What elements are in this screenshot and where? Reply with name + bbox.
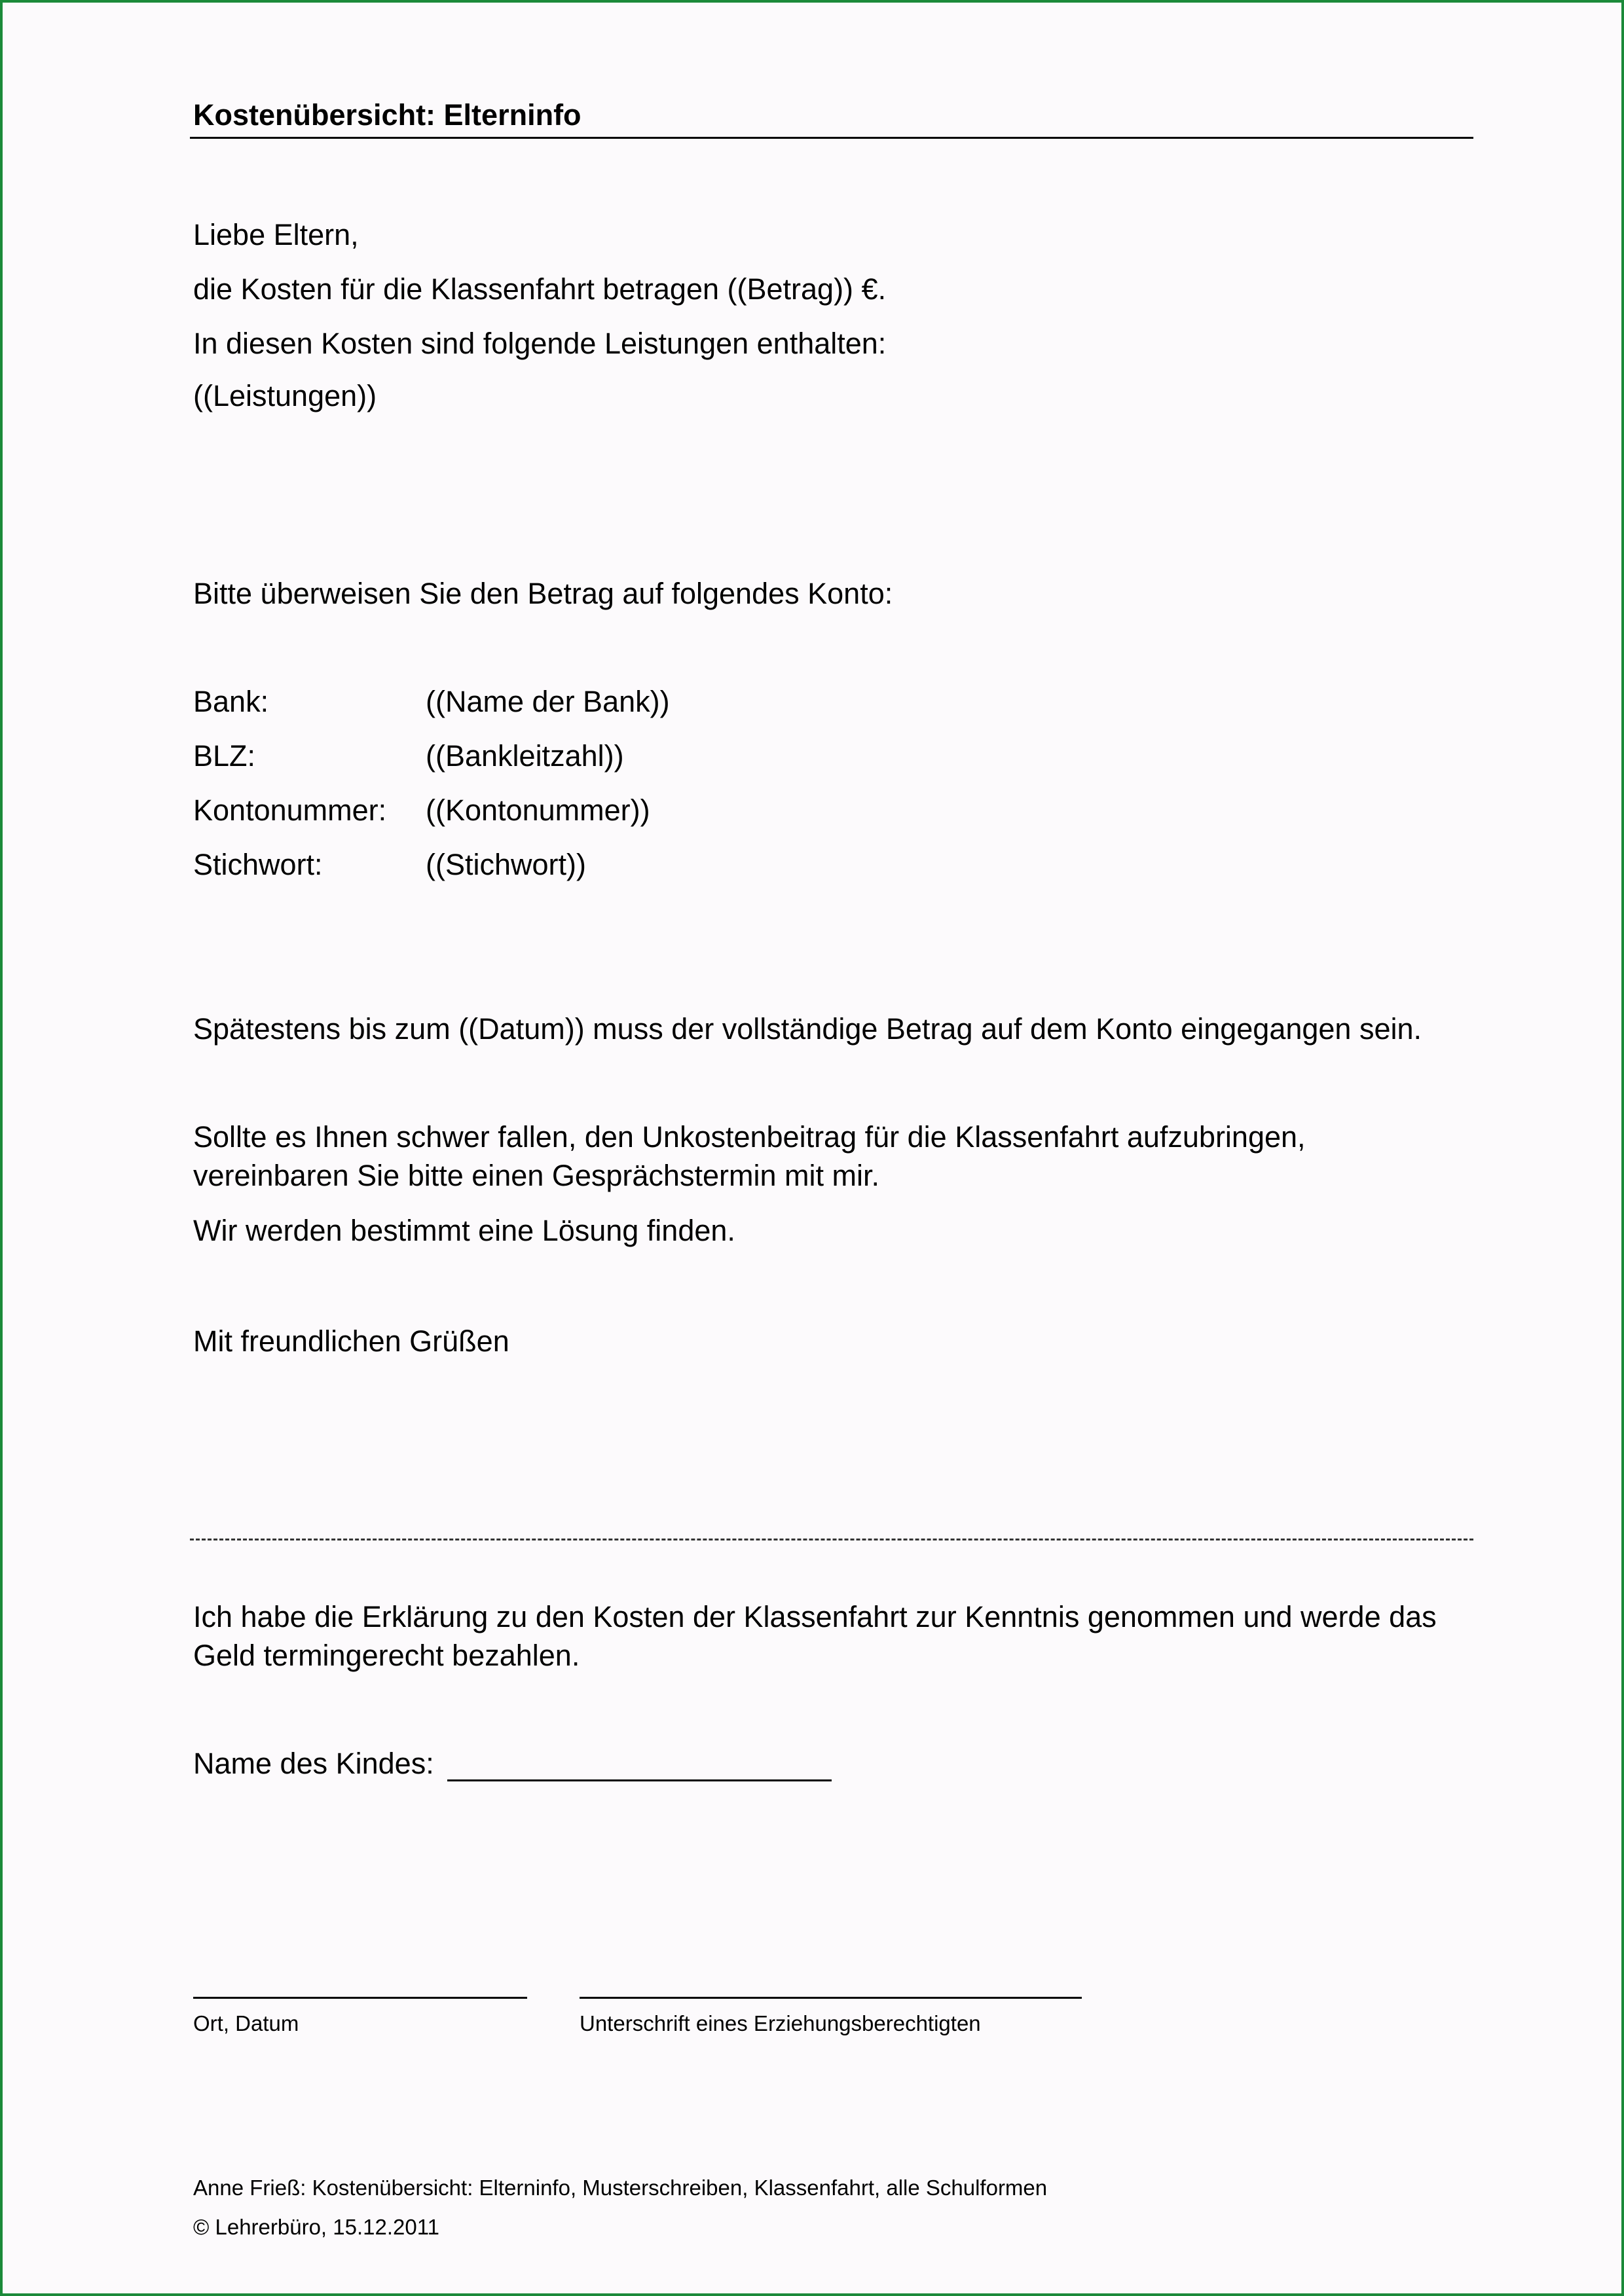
deadline-text: Spätestens bis zum ((Datum)) muss der vollständige Betrag auf dem Konto eingegangen sein. <box>193 1012 1422 1046</box>
cut-line <box>190 1539 1473 1540</box>
keyword-value: ((Stichwort)) <box>426 848 586 881</box>
account-number-value: ((Kontonummer)) <box>426 793 650 827</box>
greeting: Liebe Eltern, <box>193 218 359 251</box>
title-underline <box>190 137 1473 139</box>
child-name-label: Name des Kindes: <box>193 1747 434 1780</box>
place-date-label: Ort, Datum <box>193 2011 299 2035</box>
footer-source: Anne Frieß: Kostenübersicht: Elterninfo, Musterschreiben, Klassenfahrt, alle Schulformen <box>193 2176 1048 2200</box>
child-name-field[interactable] <box>447 1779 832 1781</box>
page-title: Kostenübersicht: Elterninfo <box>193 98 581 132</box>
closing: Mit freundlichen Grüßen <box>193 1324 509 1358</box>
bank-value: ((Name der Bank)) <box>426 685 670 718</box>
signature-field[interactable] <box>580 1997 1082 1999</box>
bank-label: Bank: <box>193 685 269 718</box>
signature-label: Unterschrift eines Erziehungsberechtigten <box>580 2011 981 2035</box>
place-date-field[interactable] <box>193 1997 527 1999</box>
services-placeholder: ((Leistungen)) <box>193 379 377 412</box>
footer-copyright: © Lehrerbüro, 15.12.2011 <box>193 2215 439 2239</box>
services-intro: In diesen Kosten sind folgende Leistungen enthalten: <box>193 327 887 360</box>
keyword-label: Stichwort: <box>193 848 323 881</box>
acknowledgement-line-2: Geld termingerecht bezahlen. <box>193 1639 580 1672</box>
hardship-line-2: vereinbaren Sie bitte einen Gesprächstermin mit mir. <box>193 1159 879 1192</box>
acknowledgement-line-1: Ich habe die Erklärung zu den Kosten der Klassenfahrt zur Kenntnis genommen und werde das <box>193 1600 1437 1633</box>
blz-label: BLZ: <box>193 739 256 773</box>
blz-value: ((Bankleitzahl)) <box>426 739 624 773</box>
account-number-label: Kontonummer: <box>193 793 387 827</box>
hardship-line-3: Wir werden bestimmt eine Lösung finden. <box>193 1214 735 1247</box>
hardship-line-1: Sollte es Ihnen schwer fallen, den Unkostenbeitrag für die Klassenfahrt aufzubringen, <box>193 1120 1306 1154</box>
cost-line: die Kosten für die Klassenfahrt betragen ((Betrag)) €. <box>193 272 887 306</box>
transfer-instruction: Bitte überweisen Sie den Betrag auf folgendes Konto: <box>193 577 893 610</box>
